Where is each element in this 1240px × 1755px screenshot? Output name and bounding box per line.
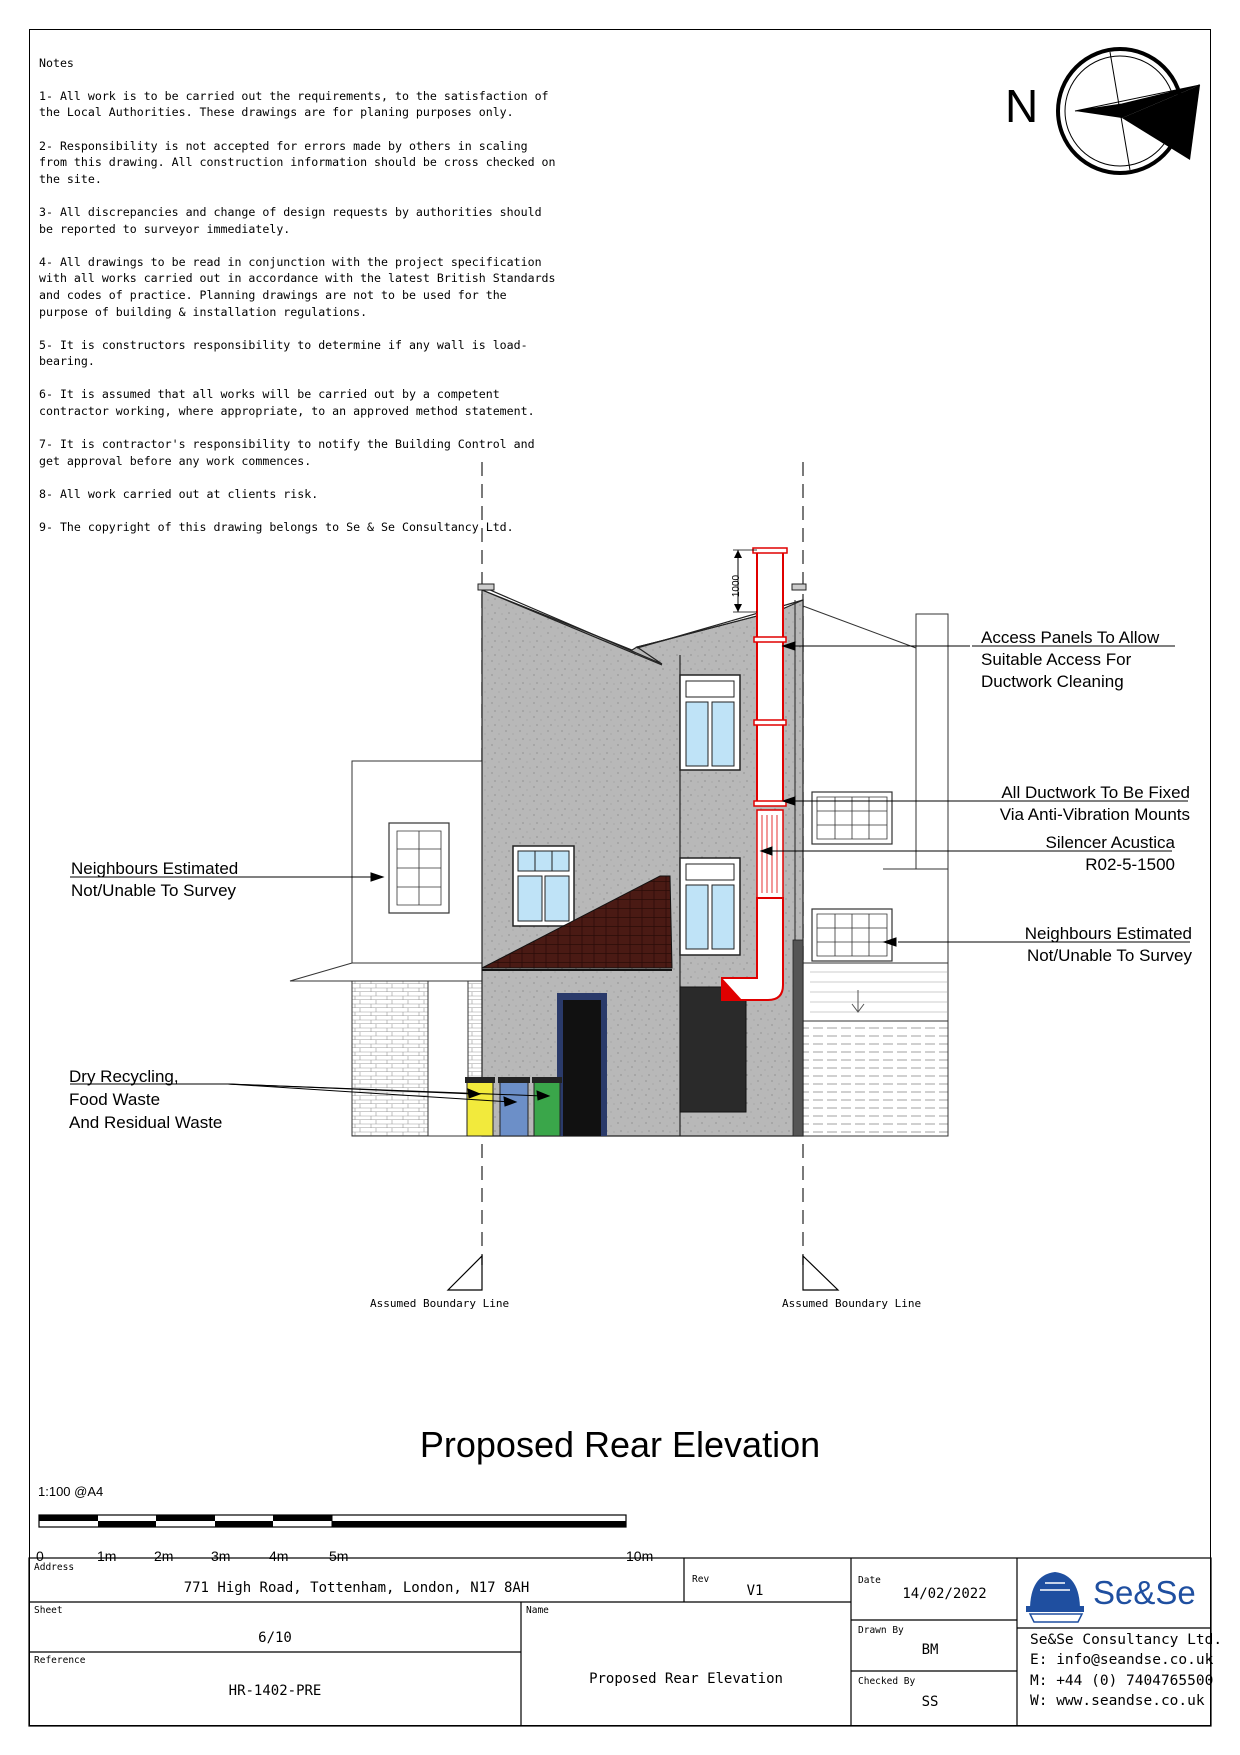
bin-blue-icon	[498, 1077, 530, 1136]
left-window	[513, 846, 574, 926]
note-item: 1- All work is to be carried out the requirements, to the satisfaction of the Local Authorities. These drawings are for planing purposes only.	[39, 88, 549, 120]
note-item: 9- The copyright of this drawing belongs to Se & Se Consultancy Ltd.	[39, 520, 514, 535]
date-value: 14/02/2022	[902, 1586, 987, 1602]
note-item: 5- It is constructors responsibility to determine if any wall is load-bearing.	[39, 337, 528, 369]
boundary-left-label: Assumed Boundary Line	[370, 1297, 510, 1310]
scale-tick: 2m	[154, 1548, 174, 1564]
access-panels-label: Access Panels To Allow Suitable Access For Ductwork Cleaning	[981, 628, 1160, 691]
sheet-label: Sheet	[34, 1605, 63, 1616]
company-logo	[1026, 1572, 1084, 1622]
note-item: 8- All work carried out at clients risk.	[39, 487, 319, 502]
middle-window	[680, 858, 740, 955]
scale-tick: 5m	[329, 1548, 349, 1564]
date-label: Date	[858, 1575, 881, 1586]
scale-tick: 10m	[626, 1548, 654, 1564]
boundary-marker-left	[448, 1256, 482, 1290]
note-item: 2- Responsibility is not accepted for errors made by others in scaling from this drawing. All construction information should be cross checked on the site.	[39, 138, 556, 186]
rev-label: Rev	[692, 1574, 710, 1585]
note-item: 4- All drawings to be read in conjunction with the project specification with all works carried out in accordance with the latest British Standards and codes of practice. Planning drawings are not to be used for the purpose of building & installation regulations.	[39, 254, 556, 319]
rev-value: V1	[746, 1583, 764, 1599]
checked-by-label: Checked By	[858, 1676, 916, 1687]
right-neighbour-building	[803, 606, 948, 1136]
name-value: Proposed Rear Elevation	[589, 1671, 783, 1687]
name-label: Name	[526, 1605, 549, 1616]
bin-yellow-icon	[465, 1077, 495, 1136]
company-logo-text: Se&Se	[1093, 1574, 1196, 1611]
left-neighbour-building	[290, 761, 482, 1136]
company-name: Se&Se Consultancy Ltd.	[1030, 1632, 1223, 1648]
drawing-title: Proposed Rear Elevation	[419, 1424, 821, 1465]
reference-label: Reference	[34, 1655, 86, 1666]
address-label: Address	[34, 1562, 75, 1573]
north-label: N	[1005, 80, 1039, 132]
boundary-right-label: Assumed Boundary Line	[782, 1297, 922, 1310]
company-email: E: info@seandse.co.uk	[1030, 1652, 1214, 1668]
company-mobile: M: +44 (0) 7404765500	[1030, 1673, 1214, 1689]
checked-by-value: SS	[921, 1694, 939, 1710]
reference-value: HR-1402-PRE	[228, 1683, 322, 1699]
ductwork-label: All Ductwork To Be Fixed Via Anti-Vibration Mounts	[999, 783, 1190, 824]
address-value: 771 High Road, Tottenham, London, N17 8AH	[183, 1580, 530, 1596]
company-web: W: www.seandse.co.uk	[1030, 1693, 1205, 1709]
bins-label: Dry Recycling, Food Waste And Residual Waste	[69, 1067, 223, 1132]
scale-tick: 4m	[269, 1548, 289, 1564]
note-item: 7- It is contractor's responsibility to notify the Building Control and get approval before any work commences.	[39, 437, 535, 468]
neighbours-left-label: Neighbours Estimated Not/Unable To Survey	[71, 859, 239, 900]
scale-tick: 0	[36, 1548, 44, 1564]
upper-window	[680, 675, 740, 770]
north-compass-icon	[1058, 49, 1200, 173]
bin-green-icon	[532, 1077, 562, 1136]
dimension-label: 1000	[731, 574, 742, 598]
dark-panel	[680, 987, 746, 1112]
sheet-value: 6/10	[258, 1630, 292, 1646]
scale-tick: 1m	[97, 1548, 117, 1564]
silencer-label: Silencer Acustica R02-5-1500	[1045, 833, 1175, 874]
notes-heading: Notes	[39, 55, 74, 70]
boundary-marker-right	[803, 1256, 838, 1290]
neighbours-right-label: Neighbours Estimated Not/Unable To Survey	[1024, 924, 1192, 965]
drawn-by-value: BM	[921, 1642, 939, 1658]
scale-label: 1:100 @A4	[38, 1484, 104, 1499]
scale-bar	[39, 1515, 626, 1527]
drawn-by-label: Drawn By	[858, 1625, 904, 1636]
note-item: 6- It is assumed that all works will be carried out by a competent contractor working, where appropriate, to an approved method statement.	[39, 387, 535, 419]
note-item: 3- All discrepancies and change of design requests by authorities should be reported to surveyor immediately.	[39, 204, 542, 236]
scale-tick: 3m	[211, 1548, 231, 1564]
